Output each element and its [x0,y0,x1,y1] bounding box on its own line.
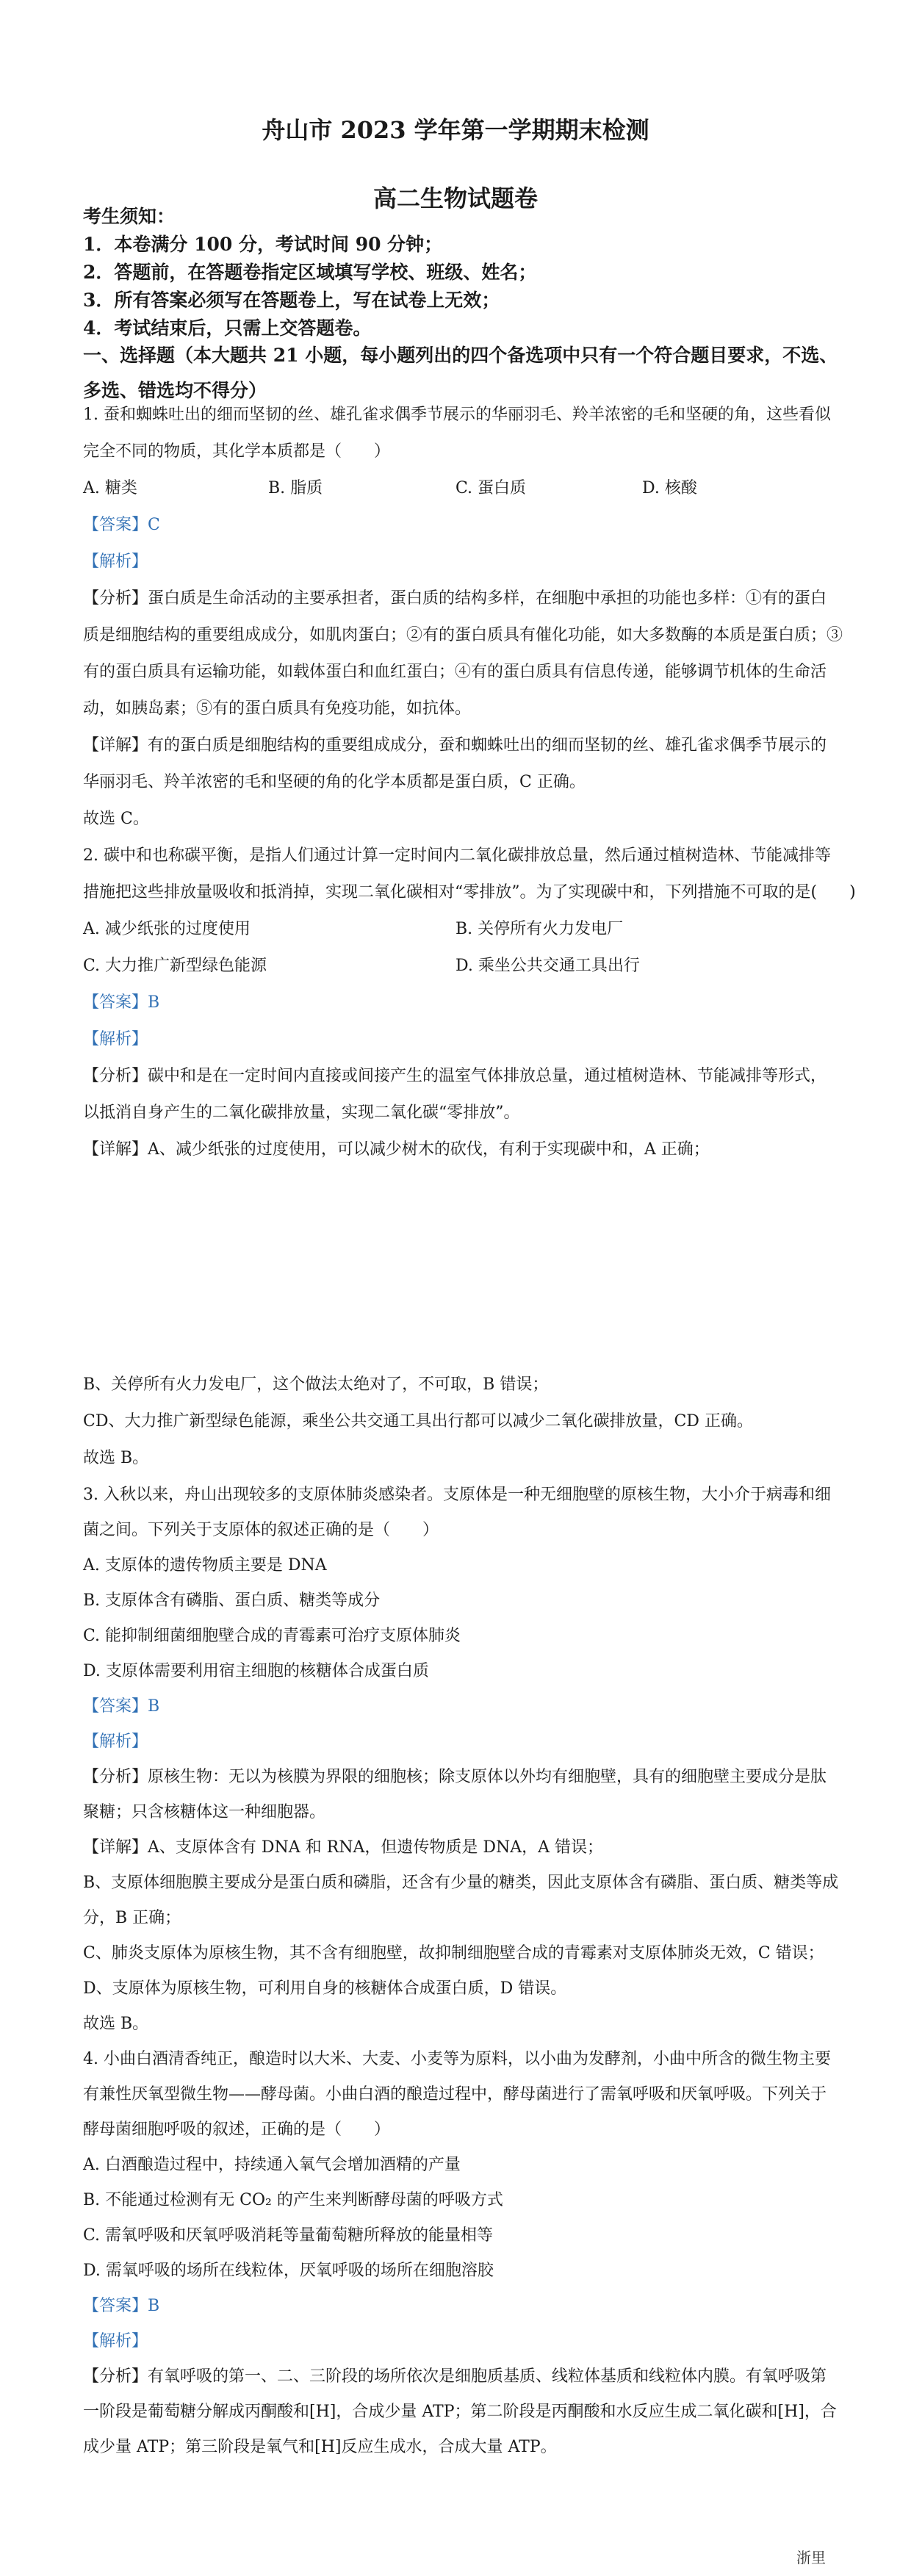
q3-analysis: 聚糖；只含核糖体这一种细胞器。 [83,1803,326,1821]
q4-option-a: A. 白酒酿造过程中，持续通入氧气会增加酒精的产量 [83,2156,461,2174]
q2-analysis: 以抵消自身产生的二氧化碳排放量，实现二氧化碳“零排放”。 [83,1104,520,1122]
q2-analysis: 【分析】碳中和是在一定时间内直接或间接产生的温室气体排放总量，通过植树造林、节能减排等形式， [83,1067,827,1085]
q2-stem: 措施把这些排放量吸收和抵消掉，实现二氧化碳相对“零排放”。为了实现碳中和，下列措施不可取的是( ) [83,883,856,902]
section-heading-line: 多选、错选均不得分） [83,380,267,401]
q2-answer: 【答案】B [83,993,160,1012]
q3-detail: C、肺炎支原体为原核生物，其不含有细胞壁，故抑制细胞壁合成的青霉素对支原体肺炎无效，C 错误； [83,1944,824,1962]
notice-item: 1．本卷满分 100 分，考试时间 90 分钟； [83,234,443,255]
q1-conclusion: 故选 C。 [83,810,149,828]
notice-heading: 考生须知： [83,206,176,227]
section-heading-line: 一、选择题（本大题共 21 小题，每小题列出的四个备选项中只有一个符合题目要求，不选、 [83,345,838,366]
q4-answer: 【答案】B [83,2297,160,2315]
q2-jiexi: 【解析】 [83,1030,148,1048]
q1-detail: 【详解】有的蛋白质是细胞结构的重要组成成分，蚕和蜘蛛吐出的细而坚韧的丝、雄孔雀求偶季节展示的 [83,736,827,755]
q2-detail: CD、大力推广新型绿色能源，乘坐公共交通工具出行都可以减少二氧化碳排放量，CD 正确。 [83,1412,753,1431]
q4-stem: 4. 小曲白酒清香纯正，酿造时以大米、大麦、小麦等为原料，以小曲为发酵剂，小曲中所含的微生物主要 [83,2050,831,2068]
q3-detail: 【详解】A、支原体含有 DNA 和 RNA，但遗传物质是 DNA，A 错误； [83,1838,603,1857]
q4-analysis: 一阶段是葡萄糖分解成丙酮酸和[H]，合成少量 ATP；第二阶段是丙酮酸和水反应生成二氧化碳和[H]，合 [83,2403,837,2421]
q1-analysis: 有的蛋白质具有运输功能，如载体蛋白和血红蛋白；④有的蛋白质具有信息传递，能够调节机体的生命活 [83,663,827,681]
q2-stem: 2. 碳中和也称碳平衡，是指人们通过计算一定时间内二氧化碳排放总量，然后通过植树造林、节能减排等 [83,846,831,865]
q3-jiexi: 【解析】 [83,1733,148,1751]
q3-option-b: B. 支原体含有磷脂、蛋白质、糖类等成分 [83,1591,381,1610]
q1-stem: 完全不同的物质，其化学本质都是（ ） [83,442,391,461]
q4-option-d: D. 需氧呼吸的场所在线粒体，厌氧呼吸的场所在细胞溶胶 [83,2262,494,2280]
q1-answer: 【答案】C [83,516,160,534]
q1-analysis: 动，如胰岛素；⑤有的蛋白质具有免疫功能，如抗体。 [83,699,472,718]
q2-option-c: C. 大力推广新型绿色能源 [83,957,267,975]
q1-option-a: A. 糖类 [83,479,137,497]
q3-detail: 分，B 正确； [83,1909,181,1927]
q2-detail: 【详解】A、减少纸张的过度使用，可以减少树木的砍伐，有利于实现碳中和，A 正确； [83,1140,710,1159]
q3-option-a: A. 支原体的遗传物质主要是 DNA [83,1556,327,1575]
q4-analysis: 【分析】有氧呼吸的第一、二、三阶段的场所依次是细胞质基质、线粒体基质和线粒体内膜。有氧呼吸第 [83,2367,827,2386]
q4-option-b: B. 不能通过检测有无 CO₂ 的产生来判断酵母菌的呼吸方式 [83,2191,503,2209]
q1-option-c: C. 蛋白质 [455,479,527,497]
q4-jiexi: 【解析】 [83,2332,148,2350]
q2-conclusion: 故选 B。 [83,1449,149,1467]
q1-detail: 华丽羽毛、羚羊浓密的毛和坚硬的角的化学本质都是蛋白质，C 正确。 [83,773,586,791]
notice-item: 3．所有答案必须写在答题卷上，写在试卷上无效； [83,289,500,311]
q3-stem: 3. 入秋以来，舟山出现较多的支原体肺炎感染者。支原体是一种无细胞壁的原核生物，大小介于病毒和细 [83,1486,831,1504]
notice-item: 2．答题前，在答题卷指定区域填写学校、班级、姓名； [83,262,537,283]
q3-conclusion: 故选 B。 [83,2015,149,2033]
q3-detail: B、支原体细胞膜主要成分是蛋白质和磷脂，还含有少量的糖类，因此支原体含有磷脂、蛋白质、糖类等成 [83,1874,839,1892]
q3-stem: 菌之间。下列关于支原体的叙述正确的是（ ） [83,1521,439,1539]
exam-subtitle: 高二生物试题卷 [372,184,538,212]
q3-option-d: D. 支原体需要利用宿主细胞的核糖体合成蛋白质 [83,1662,429,1680]
q1-option-b: B. 脂质 [268,479,323,497]
section-heading [83,338,840,409]
q1-analysis: 质是细胞结构的重要组成成分，如肌肉蛋白；②有的蛋白质具有催化功能，如大多数酶的本质是蛋白质；③ [83,626,843,644]
q2-detail: B、关停所有火力发电厂，这个做法太绝对了，不可取，B 错误； [83,1375,549,1394]
q4-stem: 酵母菌细胞呼吸的叙述，正确的是（ ） [83,2120,391,2139]
footer-watermark: 浙里 [796,2549,826,2566]
q4-option-c: C. 需氧呼吸和厌氧呼吸消耗等量葡萄糖所释放的能量相等 [83,2226,494,2245]
q3-analysis: 【分析】原核生物：无以为核膜为界限的细胞核；除支原体以外均有细胞壁，具有的细胞壁主要成分是肽 [83,1768,827,1786]
exam-title: 舟山市 2023 学年第一学期期末检测 [262,116,649,144]
q4-stem: 有兼性厌氧型微生物——酵母菌。小曲白酒的酿造过程中，酵母菌进行了需氧呼吸和厌氧呼吸。下列关于 [83,2085,827,2104]
q2-option-d: D. 乘坐公共交通工具出行 [455,957,640,975]
notice-item: 4．考试结束后，只需上交答题卷。 [83,317,372,339]
q3-answer: 【答案】B [83,1697,160,1716]
q1-stem: 1. 蚕和蜘蛛吐出的细而坚韧的丝、雄孔雀求偶季节展示的华丽羽毛、羚羊浓密的毛和坚硬的角，这些看似 [83,406,831,424]
q1-analysis: 【分析】蛋白质是生命活动的主要承担者，蛋白质的结构多样，在细胞中承担的功能也多样：①有的蛋白 [83,589,827,608]
q1-option-d: D. 核酸 [642,479,697,497]
q3-detail: D、支原体为原核生物，可利用自身的核糖体合成蛋白质，D 错误。 [83,1979,567,1998]
q4-analysis: 成少量 ATP；第三阶段是氧气和[H]反应生成水，合成大量 ATP。 [83,2438,557,2456]
q2-option-a: A. 减少纸张的过度使用 [83,920,251,938]
q1-jiexi: 【解析】 [83,553,148,571]
q2-option-b: B. 关停所有火力发电厂 [455,920,624,938]
q3-option-c: C. 能抑制细菌细胞壁合成的青霉素可治疗支原体肺炎 [83,1627,461,1645]
